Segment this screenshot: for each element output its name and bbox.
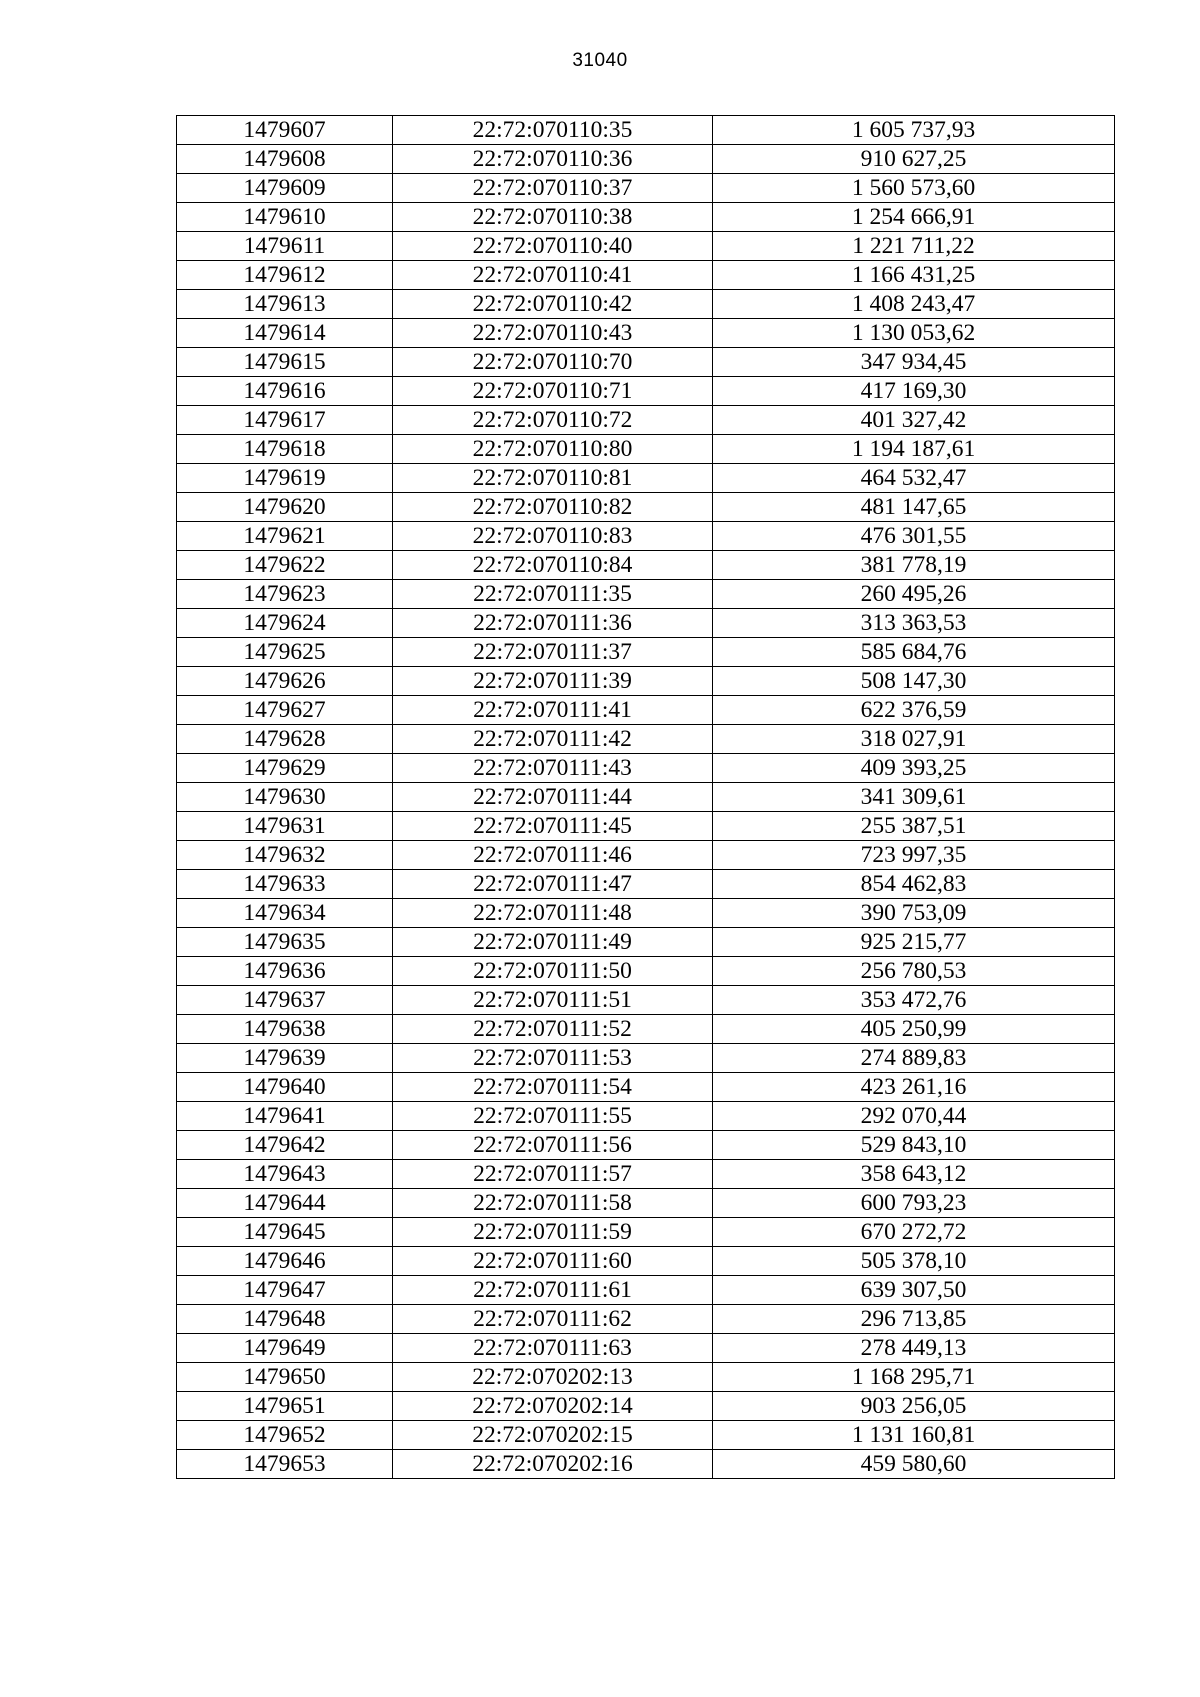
table-row [177, 116, 1115, 145]
cadastral-number-cell: 22:72:070110:40 [393, 232, 713, 261]
cadastral-number-cell: 22:72:070111:49 [393, 928, 713, 957]
cadastral-number-cell: 22:72:070202:15 [393, 1421, 713, 1450]
cadastral-value-cell: 341 309,61 [713, 783, 1115, 812]
record-number-cell: 1479638 [177, 1015, 393, 1044]
cadastral-value-cell: 910 627,25 [713, 145, 1115, 174]
cadastral-value-cell: 1 168 295,71 [713, 1363, 1115, 1392]
table-row [177, 667, 1115, 696]
table-row [177, 580, 1115, 609]
cadastral-number-cell: 22:72:070202:14 [393, 1392, 713, 1421]
cadastral-value-cell: 401 327,42 [713, 406, 1115, 435]
cadastral-number-cell: 22:72:070110:80 [393, 435, 713, 464]
cadastral-value-cell: 313 363,53 [713, 609, 1115, 638]
table-row [177, 551, 1115, 580]
cadastral-number-cell: 22:72:070111:41 [393, 696, 713, 725]
record-number-cell: 1479623 [177, 580, 393, 609]
table-row [177, 1305, 1115, 1334]
cadastral-value-cell: 1 166 431,25 [713, 261, 1115, 290]
cadastral-number-cell: 22:72:070111:59 [393, 1218, 713, 1247]
table-row [177, 1421, 1115, 1450]
record-number-cell: 1479653 [177, 1450, 393, 1479]
record-number-cell: 1479651 [177, 1392, 393, 1421]
record-number-cell: 1479614 [177, 319, 393, 348]
table-row [177, 696, 1115, 725]
cadastral-value-cell: 854 462,83 [713, 870, 1115, 899]
table-row [177, 957, 1115, 986]
cadastral-value-cell: 274 889,83 [713, 1044, 1115, 1073]
table-row [177, 725, 1115, 754]
cadastral-value-cell: 1 605 737,93 [713, 116, 1115, 145]
cadastral-number-cell: 22:72:070110:38 [393, 203, 713, 232]
cadastral-value-cell: 1 130 053,62 [713, 319, 1115, 348]
cadastral-value-cell: 1 194 187,61 [713, 435, 1115, 464]
record-number-cell: 1479626 [177, 667, 393, 696]
table-row [177, 348, 1115, 377]
record-number-cell: 1479628 [177, 725, 393, 754]
cadastral-value-cell: 1 221 711,22 [713, 232, 1115, 261]
table-row [177, 145, 1115, 174]
cadastral-value-cell: 622 376,59 [713, 696, 1115, 725]
record-number-cell: 1479624 [177, 609, 393, 638]
record-number-cell: 1479632 [177, 841, 393, 870]
table-row [177, 928, 1115, 957]
table-row [177, 1015, 1115, 1044]
table-row [177, 1392, 1115, 1421]
cadastral-number-cell: 22:72:070111:36 [393, 609, 713, 638]
record-number-cell: 1479639 [177, 1044, 393, 1073]
record-number-cell: 1479607 [177, 116, 393, 145]
cadastral-value-cell: 529 843,10 [713, 1131, 1115, 1160]
table-row [177, 522, 1115, 551]
table-row [177, 435, 1115, 464]
table-row [177, 1334, 1115, 1363]
cadastral-value-cell: 481 147,65 [713, 493, 1115, 522]
record-number-cell: 1479616 [177, 377, 393, 406]
record-number-cell: 1479611 [177, 232, 393, 261]
table-row [177, 638, 1115, 667]
cadastral-value-cell: 508 147,30 [713, 667, 1115, 696]
table-row [177, 232, 1115, 261]
cadastral-number-cell: 22:72:070111:47 [393, 870, 713, 899]
table-row [177, 899, 1115, 928]
record-number-cell: 1479636 [177, 957, 393, 986]
cadastral-value-cell: 296 713,85 [713, 1305, 1115, 1334]
table-row [177, 870, 1115, 899]
cadastral-value-cell: 381 778,19 [713, 551, 1115, 580]
cadastral-number-cell: 22:72:070202:13 [393, 1363, 713, 1392]
table-row [177, 841, 1115, 870]
cadastral-number-cell: 22:72:070110:43 [393, 319, 713, 348]
table-row [177, 986, 1115, 1015]
cadastral-value-cell: 464 532,47 [713, 464, 1115, 493]
table-row [177, 1276, 1115, 1305]
cadastral-number-cell: 22:72:070110:71 [393, 377, 713, 406]
cadastral-number-cell: 22:72:070110:37 [393, 174, 713, 203]
cadastral-value-cell: 353 472,76 [713, 986, 1115, 1015]
record-number-cell: 1479640 [177, 1073, 393, 1102]
cadastral-value-cell: 405 250,99 [713, 1015, 1115, 1044]
table-row [177, 1450, 1115, 1479]
record-number-cell: 1479650 [177, 1363, 393, 1392]
table-row [177, 783, 1115, 812]
cadastral-value-cell: 256 780,53 [713, 957, 1115, 986]
record-number-cell: 1479621 [177, 522, 393, 551]
table-row [177, 319, 1115, 348]
record-number-cell: 1479618 [177, 435, 393, 464]
record-number-cell: 1479645 [177, 1218, 393, 1247]
cadastral-number-cell: 22:72:070111:44 [393, 783, 713, 812]
cadastral-number-cell: 22:72:070111:56 [393, 1131, 713, 1160]
cadastral-number-cell: 22:72:070111:60 [393, 1247, 713, 1276]
record-number-cell: 1479643 [177, 1160, 393, 1189]
table-row [177, 1247, 1115, 1276]
record-number-cell: 1479634 [177, 899, 393, 928]
record-number-cell: 1479620 [177, 493, 393, 522]
record-number-cell: 1479629 [177, 754, 393, 783]
cadastral-value-cell: 358 643,12 [713, 1160, 1115, 1189]
cadastral-number-cell: 22:72:070111:43 [393, 754, 713, 783]
cadastral-value-cell: 505 378,10 [713, 1247, 1115, 1276]
cadastral-value-cell: 318 027,91 [713, 725, 1115, 754]
record-number-cell: 1479627 [177, 696, 393, 725]
cadastral-value-cell: 417 169,30 [713, 377, 1115, 406]
cadastral-number-cell: 22:72:070110:41 [393, 261, 713, 290]
cadastral-number-cell: 22:72:070111:45 [393, 812, 713, 841]
cadastral-number-cell: 22:72:070110:72 [393, 406, 713, 435]
record-number-cell: 1479652 [177, 1421, 393, 1450]
cadastral-value-cell: 903 256,05 [713, 1392, 1115, 1421]
cadastral-value-cell: 292 070,44 [713, 1102, 1115, 1131]
table-row [177, 1160, 1115, 1189]
record-number-cell: 1479630 [177, 783, 393, 812]
cadastral-value-cell: 347 934,45 [713, 348, 1115, 377]
cadastral-value-cell: 459 580,60 [713, 1450, 1115, 1479]
cadastral-number-cell: 22:72:070110:83 [393, 522, 713, 551]
cadastral-number-cell: 22:72:070111:62 [393, 1305, 713, 1334]
table-row [177, 1189, 1115, 1218]
record-number-cell: 1479635 [177, 928, 393, 957]
cadastral-number-cell: 22:72:070110:36 [393, 145, 713, 174]
table-row [177, 754, 1115, 783]
cadastral-value-cell: 639 307,50 [713, 1276, 1115, 1305]
cadastral-number-cell: 22:72:070111:58 [393, 1189, 713, 1218]
record-number-cell: 1479615 [177, 348, 393, 377]
cadastral-value-table [176, 115, 1115, 1479]
page-number: 31040 [572, 50, 628, 71]
cadastral-number-cell: 22:72:070111:48 [393, 899, 713, 928]
cadastral-value-cell: 670 272,72 [713, 1218, 1115, 1247]
table-row [177, 290, 1115, 319]
cadastral-value-cell: 260 495,26 [713, 580, 1115, 609]
record-number-cell: 1479613 [177, 290, 393, 319]
cadastral-value-cell: 1 560 573,60 [713, 174, 1115, 203]
cadastral-value-cell: 723 997,35 [713, 841, 1115, 870]
cadastral-number-cell: 22:72:070110:35 [393, 116, 713, 145]
table-row [177, 609, 1115, 638]
record-number-cell: 1479633 [177, 870, 393, 899]
cadastral-value-cell: 423 261,16 [713, 1073, 1115, 1102]
cadastral-number-cell: 22:72:070110:82 [393, 493, 713, 522]
table-row [177, 1131, 1115, 1160]
cadastral-number-cell: 22:72:070202:16 [393, 1450, 713, 1479]
record-number-cell: 1479648 [177, 1305, 393, 1334]
table-row [177, 464, 1115, 493]
cadastral-number-cell: 22:72:070111:42 [393, 725, 713, 754]
cadastral-value-cell: 1 131 160,81 [713, 1421, 1115, 1450]
cadastral-number-cell: 22:72:070111:61 [393, 1276, 713, 1305]
record-number-cell: 1479619 [177, 464, 393, 493]
cadastral-number-cell: 22:72:070111:51 [393, 986, 713, 1015]
record-number-cell: 1479610 [177, 203, 393, 232]
table-row [177, 406, 1115, 435]
table-row [177, 261, 1115, 290]
table-row [177, 812, 1115, 841]
cadastral-value-cell: 390 753,09 [713, 899, 1115, 928]
cadastral-number-cell: 22:72:070111:53 [393, 1044, 713, 1073]
record-number-cell: 1479612 [177, 261, 393, 290]
cadastral-number-cell: 22:72:070111:37 [393, 638, 713, 667]
table-row [177, 203, 1115, 232]
cadastral-value-cell: 278 449,13 [713, 1334, 1115, 1363]
cadastral-value-cell: 476 301,55 [713, 522, 1115, 551]
record-number-cell: 1479641 [177, 1102, 393, 1131]
cadastral-number-cell: 22:72:070111:50 [393, 957, 713, 986]
record-number-cell: 1479647 [177, 1276, 393, 1305]
table-row [177, 174, 1115, 203]
cadastral-number-cell: 22:72:070111:39 [393, 667, 713, 696]
table-body [177, 116, 1115, 1479]
record-number-cell: 1479622 [177, 551, 393, 580]
table-row [177, 1044, 1115, 1073]
cadastral-value-cell: 409 393,25 [713, 754, 1115, 783]
cadastral-number-cell: 22:72:070111:52 [393, 1015, 713, 1044]
cadastral-number-cell: 22:72:070111:63 [393, 1334, 713, 1363]
record-number-cell: 1479649 [177, 1334, 393, 1363]
table-row [177, 377, 1115, 406]
record-number-cell: 1479608 [177, 145, 393, 174]
cadastral-number-cell: 22:72:070111:46 [393, 841, 713, 870]
table-row [177, 1102, 1115, 1131]
cadastral-number-cell: 22:72:070111:54 [393, 1073, 713, 1102]
record-number-cell: 1479644 [177, 1189, 393, 1218]
table-row [177, 1363, 1115, 1392]
cadastral-value-cell: 255 387,51 [713, 812, 1115, 841]
table-row [177, 493, 1115, 522]
table-row [177, 1073, 1115, 1102]
cadastral-number-cell: 22:72:070110:84 [393, 551, 713, 580]
record-number-cell: 1479617 [177, 406, 393, 435]
record-number-cell: 1479642 [177, 1131, 393, 1160]
cadastral-number-cell: 22:72:070111:57 [393, 1160, 713, 1189]
record-number-cell: 1479625 [177, 638, 393, 667]
cadastral-number-cell: 22:72:070110:70 [393, 348, 713, 377]
record-number-cell: 1479646 [177, 1247, 393, 1276]
cadastral-value-cell: 1 254 666,91 [713, 203, 1115, 232]
cadastral-number-cell: 22:72:070111:35 [393, 580, 713, 609]
table-row [177, 1218, 1115, 1247]
cadastral-value-cell: 600 793,23 [713, 1189, 1115, 1218]
record-number-cell: 1479637 [177, 986, 393, 1015]
record-number-cell: 1479631 [177, 812, 393, 841]
cadastral-number-cell: 22:72:070111:55 [393, 1102, 713, 1131]
cadastral-number-cell: 22:72:070110:42 [393, 290, 713, 319]
cadastral-value-cell: 585 684,76 [713, 638, 1115, 667]
cadastral-value-cell: 1 408 243,47 [713, 290, 1115, 319]
cadastral-value-cell: 925 215,77 [713, 928, 1115, 957]
cadastral-number-cell: 22:72:070110:81 [393, 464, 713, 493]
record-number-cell: 1479609 [177, 174, 393, 203]
